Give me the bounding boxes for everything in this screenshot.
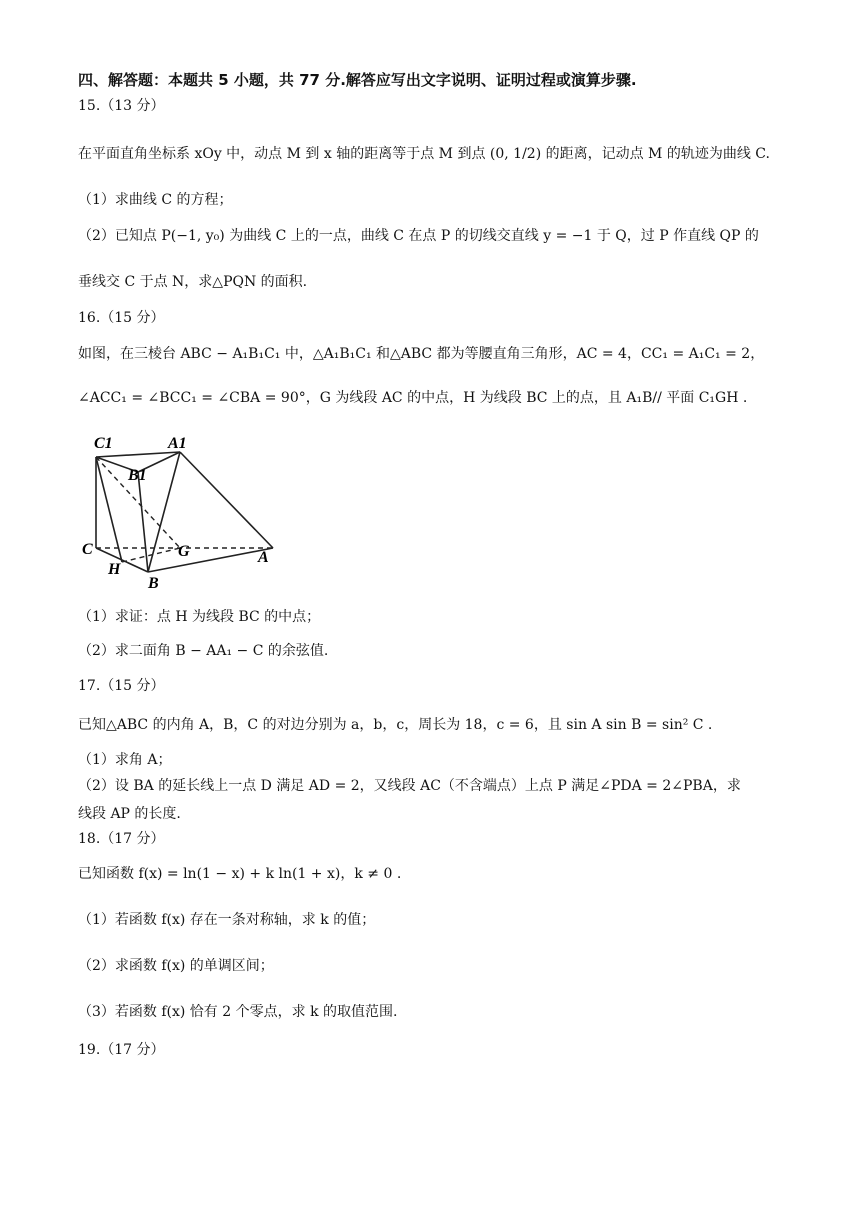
problem-15-part-1: （1）求曲线 C 的方程； bbox=[78, 192, 233, 208]
section-heading: 四、解答题：本题共 5 小题，共 77 分.解答应写出文字说明、证明过程或演算步骤. bbox=[78, 71, 637, 89]
problem-16-statement: 如图，在三棱台 ABC − A₁B₁C₁ 中，△A₁B₁C₁ 和△ABC 都为等腰直角三角形，AC = 4，CC₁ = A₁C₁ = 2， bbox=[78, 346, 765, 362]
problem-17-statement: 已知△ABC 的内角 A，B，C 的对边分别为 a，b，c，周长为 18，c = 6，且 sin A sin B = sin² C . bbox=[78, 717, 713, 733]
label-b: B bbox=[148, 575, 159, 592]
problem-16-part-2: （2）求二面角 B − AA₁ − C 的余弦值. bbox=[78, 643, 329, 659]
problem-18-part-3: （3）若函数 f(x) 恰有 2 个零点，求 k 的取值范围. bbox=[78, 1004, 398, 1020]
label-c1: C1 bbox=[94, 435, 113, 452]
frustum-figure bbox=[80, 432, 280, 592]
problem-16-part-1: （1）求证：点 H 为线段 BC 的中点； bbox=[78, 609, 321, 625]
problem-17-part-2-cont: 线段 AP 的长度. bbox=[78, 806, 181, 822]
problem-15-statement: 在平面直角坐标系 xOy 中，动点 M 到 x 轴的距离等于点 M 到点 (0, 1/2) 的距离，记动点 M 的轨迹为曲线 C. bbox=[78, 146, 770, 162]
problem-15-header: 15.（13 分） bbox=[78, 98, 165, 114]
problem-18-statement: 已知函数 f(x) = ln(1 − x) + k ln(1 + x)，k ≠ 0 . bbox=[78, 866, 402, 882]
label-c: C bbox=[82, 541, 93, 558]
problem-18-header: 18.（17 分） bbox=[78, 831, 165, 847]
label-a1: A1 bbox=[168, 435, 187, 452]
problem-16-statement-cont: ∠ACC₁ = ∠BCC₁ = ∠CBA = 90°，G 为线段 AC 的中点，H 为线段 BC 上的点，且 A₁B// 平面 C₁GH . bbox=[78, 390, 748, 406]
problem-15-part-2: （2）已知点 P(−1, y₀) 为曲线 C 上的一点，曲线 C 在点 P 的切线交直线 y = −1 于 Q，过 P 作直线 QP 的 bbox=[78, 228, 759, 244]
problem-17-part-2: （2）设 BA 的延长线上一点 D 满足 AD = 2，又线段 AC（不含端点）上点 P 满足∠PDA = 2∠PBA，求 bbox=[78, 778, 741, 794]
label-b1: B1 bbox=[128, 467, 147, 484]
label-g: G bbox=[178, 543, 190, 560]
problem-17-header: 17.（15 分） bbox=[78, 678, 165, 694]
problem-17-part-1: （1）求角 A； bbox=[78, 752, 172, 768]
problem-18-part-2: （2）求函数 f(x) 的单调区间； bbox=[78, 958, 274, 974]
label-a: A bbox=[258, 549, 269, 566]
problem-19-header: 19.（17 分） bbox=[78, 1042, 165, 1058]
problem-16-header: 16.（15 分） bbox=[78, 310, 165, 326]
problem-15-part-2-cont: 垂线交 C 于点 N，求△PQN 的面积. bbox=[78, 274, 308, 290]
problem-18-part-1: （1）若函数 f(x) 存在一条对称轴，求 k 的值； bbox=[78, 912, 376, 928]
label-h: H bbox=[108, 561, 121, 578]
